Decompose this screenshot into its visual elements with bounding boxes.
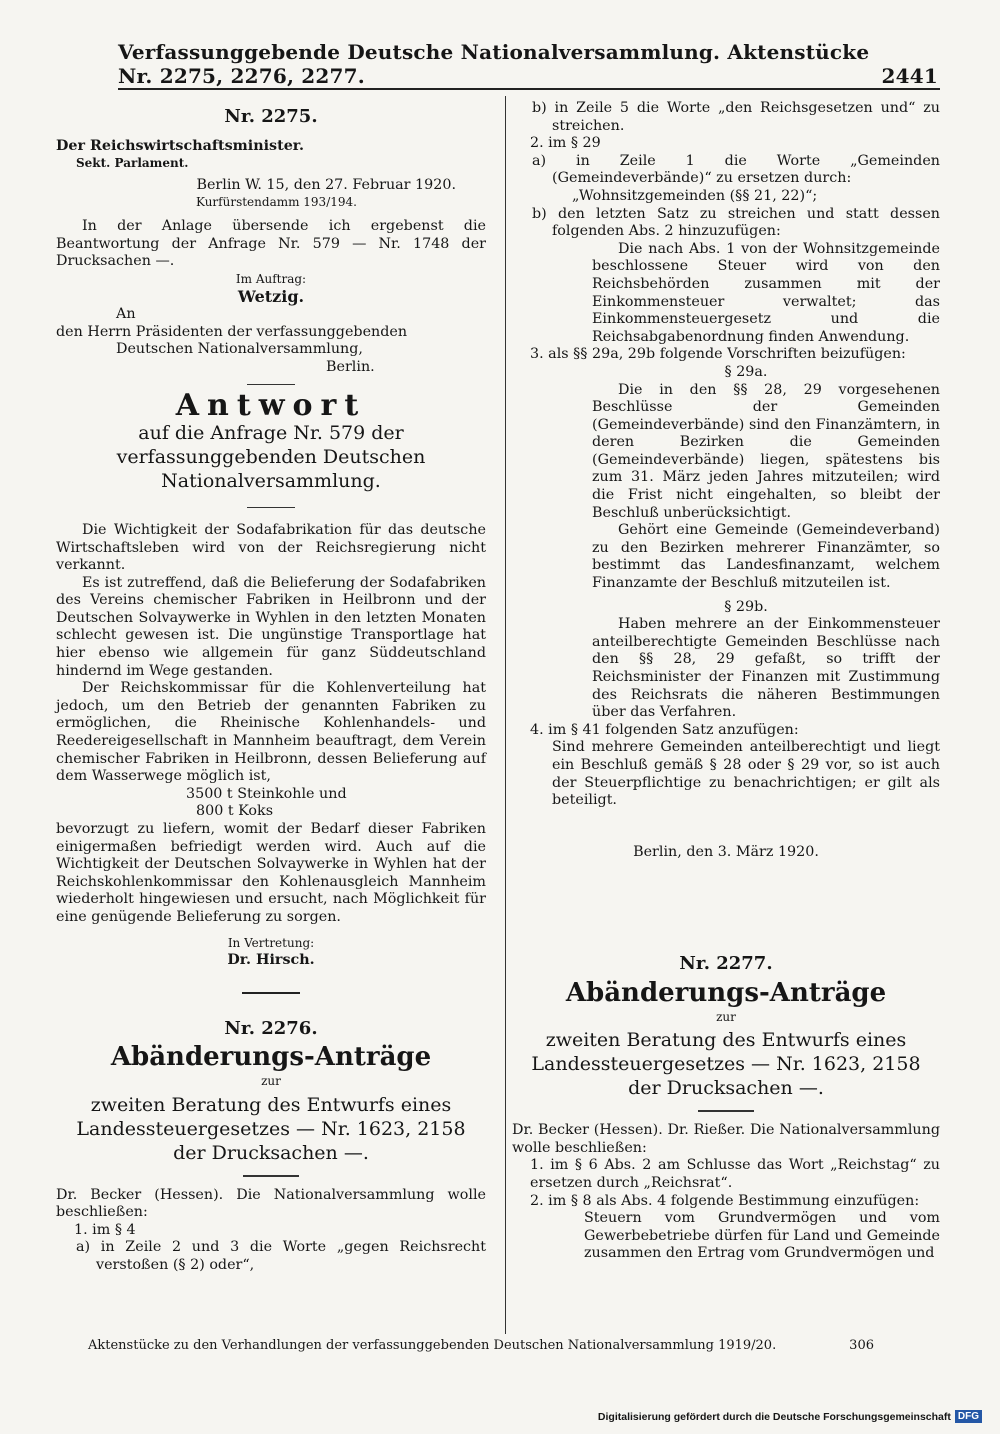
item-1b: b) in Zeile 5 die Worte „den Reichsgesetzen und“ zu streichen. [532, 100, 940, 134]
paragraph-29a-text-2: Gehört eine Gemeinde (Gemeindeverband) zu den Bezirken mehrerer Finanzämter, so bestimmt das Landesfinanzamt, welchem Finanzamte der Beschluß mitzuteilen ist. [592, 522, 940, 592]
paragraph-29b-heading: § 29b. [724, 598, 768, 615]
item-1a: a) in Zeile 2 und 3 die Worte „gegen Reichsrecht verstoßen (§ 2) oder“, [76, 1239, 486, 1273]
letter-address: Kurfürstendamm 193/194. [196, 195, 357, 210]
item-1: 1. im § 4 [74, 1221, 136, 1238]
credit-text: Digitalisierung gefördert durch die Deutsche Forschungsgemeinschaft [597, 1410, 951, 1423]
column-divider [505, 96, 506, 1334]
answer-paragraph-4: bevorzugt zu liefern, womit der Bedarf dieser Fabriken einigermaßen befriedigt werden wird. Auch auf die Wichtigkeit der Deutschen Solvaywerke in Wyhlen hat der Reichskohlenkommissar den Kohlenausgleich Mannheim wiederholt hingewiesen und ersucht, nach Möglichkeit für eine genügende Belieferung zu sorgen. [56, 821, 486, 925]
item-2a-quote: „Wohnsitzgemeinden (§§ 21, 22)“; [572, 187, 818, 204]
recipient-line-3: Berlin. [326, 358, 375, 375]
separator [698, 1110, 754, 1112]
signature-wetzig: Wetzig. [237, 287, 305, 307]
signature-hirsch: Dr. Hirsch. [227, 952, 315, 969]
spacer [512, 861, 940, 947]
separator [243, 1175, 299, 1177]
doc-number-2277: Nr. 2277. [679, 953, 773, 975]
page-footer [88, 1338, 928, 1353]
page-number: 2441 [881, 64, 938, 88]
coal-amount-2: 800 t Koks [196, 803, 274, 820]
item-2b: b) den letzten Satz zu streichen und statt dessen folgenden Abs. 2 hinzuzufügen: [532, 205, 940, 240]
item-4: 4. im § 41 folgenden Satz anzufügen: [530, 721, 799, 738]
antraege-title-2: Abänderungs-Anträge [565, 977, 887, 1008]
separator [247, 384, 295, 385]
motion-2-item-2-quote: Steuern vom Grundvermögen und vom Gewerbebetriebe dürfen für Land und Gemeinde zusammen den Ertrag vom Grundvermögen und [584, 1210, 940, 1262]
antraege-title: Abänderungs-Anträge [110, 1042, 432, 1073]
paragraph-29a-heading: § 29a. [724, 363, 768, 380]
left-column [56, 100, 486, 1275]
motion-2-item-2: 2. im § 8 als Abs. 4 folgende Bestimmung einzufügen: [530, 1192, 920, 1209]
doc-number-2276: Nr. 2276. [224, 1017, 318, 1039]
paragraph-29b-text: Haben mehrere an der Einkommensteuer anteilberechtigte Gemeinden Beschlüsse nach den §§ 28, 29 gefaßt, so trifft der Reichsminister der Finanzen mit Zustimmung des Reichsrats die näheren Bestimmungen über das Verfahren. [592, 616, 940, 721]
antwort-title: Antwort [175, 388, 367, 424]
separator [247, 507, 295, 508]
doc-number-2275: Nr. 2275. [224, 106, 318, 127]
right-column [512, 100, 940, 1263]
dfg-logo: DFG [955, 1410, 982, 1423]
recipient-line-1: den Herrn Präsidenten der verfassunggebenden [56, 323, 408, 340]
item-3: 3. als §§ 29a, 29b folgende Vorschriften beizufügen: [530, 346, 906, 363]
running-title: Verfassunggebende Deutsche Nationalversammlung. Aktenstücke Nr. 2275, 2276, 2277. [118, 40, 870, 88]
department: Sekt. Parlament. [76, 156, 189, 171]
answer-paragraph-2: Es ist zutreffend, daß die Belieferung der Sodafabriken des Vereins chemischer Fabriken in Heilbronn und der Deutschen Solvaywerke in Wyhlen in den letzten Monaten schlecht gewesen ist. Die ungünstige Transportlage hat hier ebenso wie allgemein für ganz Süddeutschland hindernd im Wege gestanden. [56, 574, 486, 679]
zur-label: zur [261, 1073, 281, 1088]
motion-intro-2: Dr. Becker (Hessen). Dr. Rießer. Die Nationalversammlung wolle beschließen: [512, 1122, 940, 1156]
in-vertretung: In Vertretung: [227, 935, 315, 950]
item-2: 2. im § 29 [530, 135, 601, 152]
motion-intro: Dr. Becker (Hessen). Die Nationalversammlung wolle beschließen: [56, 1186, 486, 1221]
item-2a: a) in Zeile 1 die Worte „Gemeinden (Gemeindeverbände)“ zu ersetzen durch: [532, 152, 940, 187]
letter-date: Berlin W. 15, den 27. Februar 1920. [196, 176, 456, 193]
answer-paragraph-1: Die Wichtigkeit der Sodafabrikation für das deutsche Wirtschaftsleben wird von der Reichsregierung nicht verkannt. [56, 521, 486, 574]
separator [242, 992, 300, 994]
answer-paragraph-3: Der Reichskommissar für die Kohlenverteilung hat jedoch, um den Betrieb der genannten Fabriken zu ermöglichen, die Rheinische Kohlenhandels- und Reedereigesellschaft in Mannheim beauftragt, dem Verein chemischer Fabriken in Heilbronn, dessen Belieferung auf dem Wasserwege möglich ist, [56, 680, 486, 785]
recipient-line-2: Deutschen Nationalversammlung, [116, 341, 363, 358]
im-auftrag: Im Auftrag: [235, 271, 307, 286]
digitization-credit [598, 1410, 982, 1423]
beratung-subtitle: zweiten Beratung des Entwurfs eines Landessteuergesetzes — Nr. 1623, 2158 der Drucksachen —. [76, 1093, 466, 1164]
item-2b-quote: Die nach Abs. 1 von der Wohnsitzgemeinde beschlossene Steuer wird von den Reichsbehörden zusammen mit der Einkommensteuer verwaltet; das Einkommensteuergesetz und die Reichsabgabenordnung finden Anwendung. [592, 240, 940, 345]
antwort-subtitle: auf die Anfrage Nr. 579 der verfassunggebenden Deutschen Nationalversammlung. [116, 421, 426, 492]
item-4-quote: Sind mehrere Gemeinden anteilberechtigt und liegt ein Beschluß gemäß § 28 oder § 29 vor, so ist auch der Steuerpflichtige zu benachrichtigen; er gilt als beteiligt. [552, 739, 940, 809]
letter-body: In der Anlage übersende ich ergebenst die Beantwortung der Anfrage Nr. 579 — Nr. 1748 der Drucksachen —. [56, 217, 486, 270]
beratung-subtitle-2: zweiten Beratung des Entwurfs eines Landessteuergesetzes — Nr. 1623, 2158 der Drucksachen —. [531, 1029, 921, 1100]
an-label: An [116, 305, 136, 322]
motion-date: Berlin, den 3. März 1920. [633, 843, 819, 860]
header-rule [118, 88, 940, 90]
paragraph-29a-text-1: Die in den §§ 28, 29 vorgesehenen Beschlüsse der Gemeinden (Gemeindeverbände) sind den Finanzämtern, in deren Bezirken die Gemeinden (Gemeindeverbände) liegen, spätestens bis zum 31. März jeden Jahres mitzuteilen; wird die Frist nicht eingehalten, so bleibt der Beschluß unberücksichtigt. [592, 381, 940, 521]
footer-text: Aktenstücke zu den Verhandlungen der verfassunggebenden Deutschen Nationalversammlung 1919/20. [88, 1338, 777, 1353]
coal-amount-1: 3500 t Steinkohle und [186, 785, 347, 802]
motion-2-item-1: 1. im § 6 Abs. 2 am Schlusse das Wort „Reichstag“ zu ersetzen durch „Reichsrat“. [530, 1157, 940, 1191]
sheet-number: 306 [849, 1338, 874, 1353]
page-header [118, 40, 938, 88]
zur-label-2: zur [716, 1009, 736, 1024]
sender: Der Reichswirtschaftsminister. [56, 137, 304, 154]
